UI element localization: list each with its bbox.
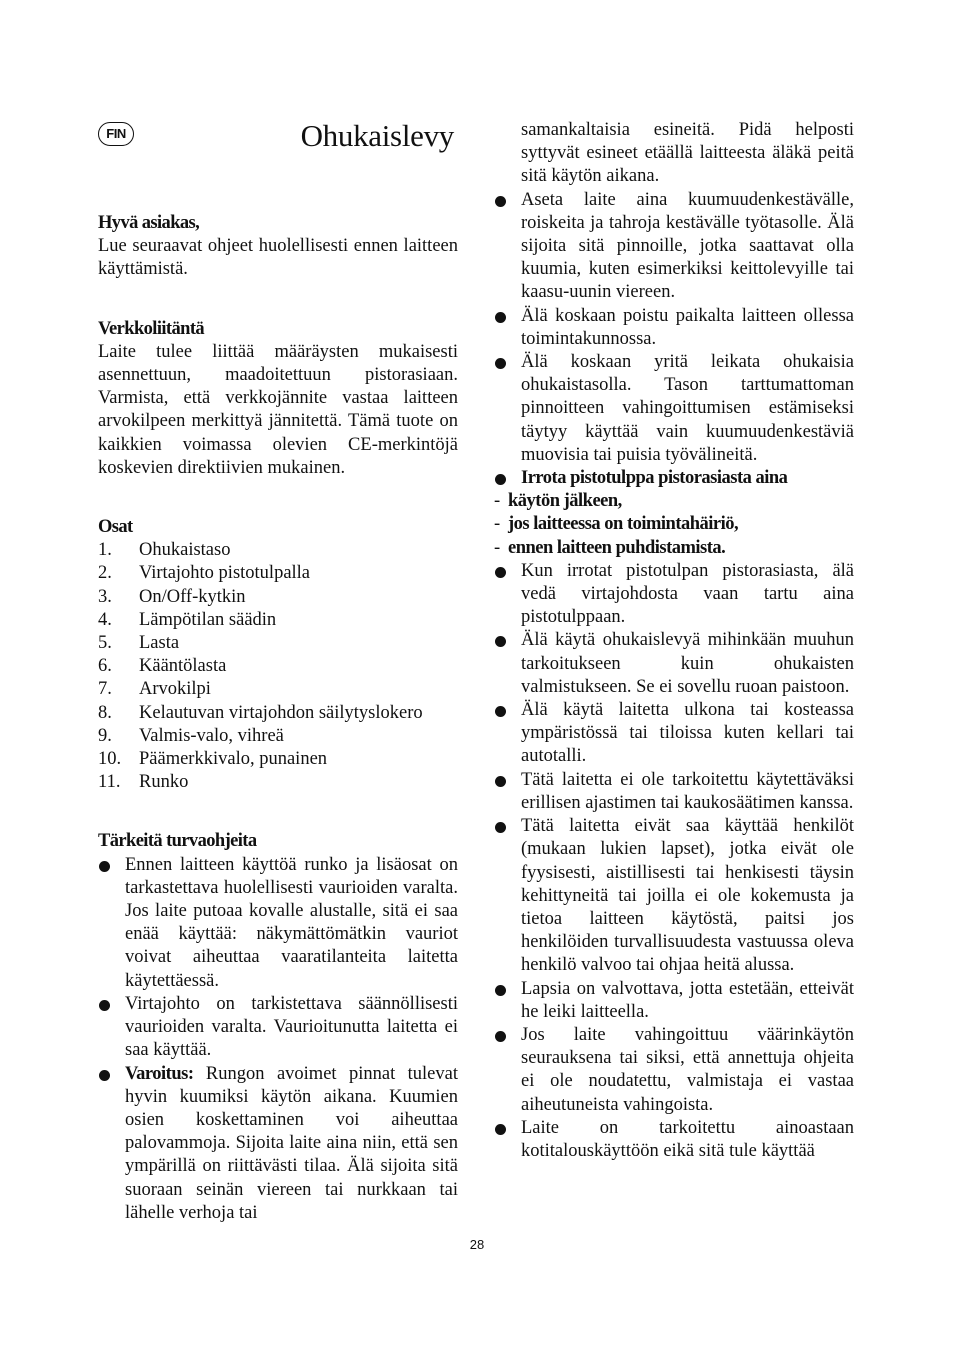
safety-item — [494, 978, 854, 1024]
power-heading: Verkkoliitäntä — [98, 318, 205, 339]
parts-item-label: Kelautuvan virtajohdon säilytyslokero — [139, 702, 423, 723]
safety-item — [494, 560, 854, 630]
unplug-sublist-text: ennen laitteen puhdistamista. — [508, 537, 726, 558]
parts-item-number: 4. — [98, 609, 112, 630]
safety-item-text: Älä käytä ohukaislevyä mihinkään muuhun tarkoitukseen kuin ohukaisten valmistukseen. Se ei sovellu ruoan paistoon. — [521, 630, 854, 697]
left-column — [98, 0, 458, 1225]
safety-item-text: Älä koskaan yritä leikata ohukaisia ohukaistasolla. Tason tarttumattoman pinnoitteen vahingoittumisen estämiseksi täytyy käyttää vain kuumuudenkestäviä muovisia tai puisia työvälineitä. — [521, 352, 854, 465]
parts-item-label: On/Off-kytkin — [139, 586, 246, 607]
parts-item — [98, 725, 458, 748]
safety-item-text: Laite on tarkoitettu ainoastaan kotitalouskäyttöön eikä sitä tule käyttää — [521, 1117, 854, 1161]
parts-item — [98, 562, 458, 585]
parts-item-label: Päämerkkivalo, punainen — [139, 749, 328, 770]
parts-item-number: 5. — [98, 633, 112, 654]
parts-item — [98, 678, 458, 701]
parts-item — [98, 586, 458, 609]
parts-item — [98, 539, 458, 562]
safety-item — [98, 1063, 458, 1225]
safety-item-text: Aseta laite aina kuumuudenkestävälle, roiskeita ja tahroja kestävälle työtasolle. Älä sijoita sitä pinnoille, jotka saattavat olla kuumia, kuten esimerkiksi keittolevyille tai kaasu-uunin viereen. — [521, 189, 854, 303]
parts-item-number: 3. — [98, 586, 112, 607]
parts-item-label: Lämpötilan säädin — [139, 609, 277, 630]
safety-item-text: Rungon avoimet pinnat tulevat hyvin kuumiksi käytön aikana. Kuumien osien koskettaminen voi aiheuttaa palovammoja. Sijoita laite aina niin, että sen ympärillä on riittävästi tilaa. Älä sijoita sitä suoraan seinän viereen tai nurkkaan tai lähelle verhoja tai — [125, 1063, 458, 1223]
parts-item — [98, 655, 458, 678]
parts-item-number: 11. — [98, 772, 121, 793]
bullet-icon — [495, 1031, 506, 1042]
bullet-icon — [495, 358, 506, 369]
safety-item — [494, 629, 854, 699]
bullet-icon — [99, 1070, 110, 1081]
safety-item — [494, 305, 854, 351]
safety-heading: Tärkeitä turvaohjeita — [98, 831, 257, 852]
bullet-icon — [495, 985, 506, 996]
parts-item — [98, 771, 458, 794]
power-text: Laite tulee liittää määräysten mukaisesti asennettuun, maadoitettuun pistorasiaan. Varmista, että verkkojännite vastaa laitteen arvokilpeen merkittyä jännitettä. Tämä tuote on kaikkien voimassa olevien CE-merkintöjä koskevien direktiivien mukainen. — [98, 341, 458, 478]
unplug-sublist — [494, 490, 854, 560]
language-badge: FIN — [98, 122, 134, 146]
parts-list — [98, 539, 458, 794]
bullet-icon — [495, 196, 506, 207]
parts-item-label: Kääntölasta — [139, 656, 227, 677]
parts-item-number: 2. — [98, 563, 112, 584]
parts-section — [98, 516, 458, 794]
unplug-sublist-item — [494, 490, 854, 513]
parts-item — [98, 748, 458, 771]
safety-list-continued — [494, 119, 854, 1163]
unplug-sublist-text: jos laitteessa on toimintahäiriö, — [508, 514, 739, 535]
parts-item-label: Valmis-valo, vihreä — [139, 725, 284, 746]
parts-item-number: 7. — [98, 679, 112, 700]
parts-item-label: Arvokilpi — [139, 679, 211, 700]
parts-item — [98, 632, 458, 655]
safety-section — [98, 830, 458, 1224]
bullet-icon — [495, 567, 506, 578]
page-header — [98, 118, 458, 178]
safety-item-text: Älä koskaan poistu paikalta laitteen ollessa toimintakunnossa. — [521, 305, 854, 349]
bullet-icon — [495, 1124, 506, 1135]
safety-item — [494, 1024, 854, 1117]
parts-item-number: 6. — [98, 656, 112, 677]
safety-item-text: Lapsia on valvottava, jotta estetään, etteivät he leiki laitteella. — [521, 978, 854, 1022]
bullet-icon — [495, 822, 506, 833]
greeting-text: Lue seuraavat ohjeet huolellisesti ennen laitteen käyttämistä. — [98, 236, 458, 280]
parts-item-number: 8. — [98, 702, 112, 723]
safety-item-text: samankaltaisia esineitä. Pidä helposti syttyvät esineet etäällä laitteesta äläkä peitä sitä käytön aikana. — [521, 120, 854, 187]
safety-item — [494, 189, 854, 305]
parts-item-label: Virtajohto pistotulpalla — [139, 563, 311, 584]
bullet-icon — [99, 861, 110, 872]
safety-item-text: Ennen laitteen käyttöä runko ja lisäosat on tarkastettava huolellisesti vaurioiden varalta. Jos laite putoaa kovalle alustalle, sitä ei saa enää käyttää: näkymättömätkin vauriot voivat aiheuttaa vaaratilanteita laitetta käytettäessä. — [125, 854, 458, 991]
safety-item — [494, 1117, 854, 1163]
bullet-icon — [495, 706, 506, 717]
dash-marker: - — [494, 491, 500, 512]
unplug-sublist-item — [494, 537, 854, 560]
unplug-heading: Irrota pistotulppa pistorasiasta aina — [521, 468, 788, 489]
safety-item — [494, 467, 854, 560]
parts-item-label: Ohukaistaso — [139, 540, 231, 561]
safety-item-text: Jos laite vahingoittuu väärinkäytön seurauksena tai siksi, että annettuja ohjeita ei ole noudatettu, valmistaja ei vastaa aiheutuneista vahingoista. — [521, 1024, 854, 1115]
page-number: 28 — [469, 1237, 485, 1252]
safety-item — [494, 351, 854, 467]
safety-item-text: Älä käytä laitetta ulkona tai kosteassa ympäristössä tai tiloissa kuten kellari tai autotalli. — [521, 700, 854, 767]
parts-item-number: 1. — [98, 540, 112, 561]
safety-item — [494, 769, 854, 815]
greeting-heading: Hyvä asiakas, — [98, 213, 200, 233]
page-title: Ohukaislevy — [300, 118, 454, 153]
bullet-icon — [495, 636, 506, 647]
dash-marker: - — [494, 514, 500, 535]
greeting-section — [98, 212, 458, 282]
safety-item — [494, 815, 854, 977]
safety-item-continuation — [494, 119, 854, 189]
safety-item-text: Kun irrotat pistotulpan pistorasiasta, älä vedä virtajohdosta vaan tartu aina pistotulppaan. — [521, 560, 854, 628]
dash-marker: - — [494, 537, 500, 558]
bullet-icon — [495, 312, 506, 323]
safety-list — [98, 854, 458, 1225]
right-column — [494, 0, 854, 1163]
parts-item-label: Lasta — [139, 633, 180, 654]
unplug-sublist-item — [494, 513, 854, 536]
bullet-icon — [99, 1000, 110, 1011]
safety-item — [98, 854, 458, 993]
parts-item-label: Runko — [139, 772, 189, 793]
parts-item — [98, 702, 458, 725]
safety-item-text: Virtajohto on tarkistettava säännöllisesti vaurioiden varalta. Vaurioitunutta laitetta ei saa käyttää. — [125, 993, 458, 1061]
unplug-sublist-text: käytön jälkeen, — [508, 491, 622, 512]
safety-item-text: Tätä laitetta eivät saa käyttää henkilöt (mukaan lukien lapset), jotka eivät ole fyysisesti, aistillisesti tai henkisesti täysin kehittyneitä tai joilla ei ole kokemusta ja tietoa laitteen käytöstä, paitsi jos henkilöiden turvallisuudesta vastuussa oleva henkilö valvoo tai ohjaa heitä alussa. — [521, 816, 854, 976]
safety-item — [98, 993, 458, 1063]
safety-item-text: Tätä laitetta ei ole tarkoitettu käytettäväksi erillisen ajastimen tai kaukosäätimen kanssa. — [521, 769, 854, 813]
parts-item-number: 10. — [98, 749, 122, 770]
safety-item — [494, 699, 854, 769]
power-section — [98, 318, 458, 480]
bullet-icon — [495, 474, 506, 485]
warning-label: Varoitus: — [125, 1063, 194, 1084]
bullet-icon — [495, 776, 506, 787]
parts-item — [98, 609, 458, 632]
parts-item-number: 9. — [98, 725, 112, 746]
parts-heading: Osat — [98, 517, 133, 538]
